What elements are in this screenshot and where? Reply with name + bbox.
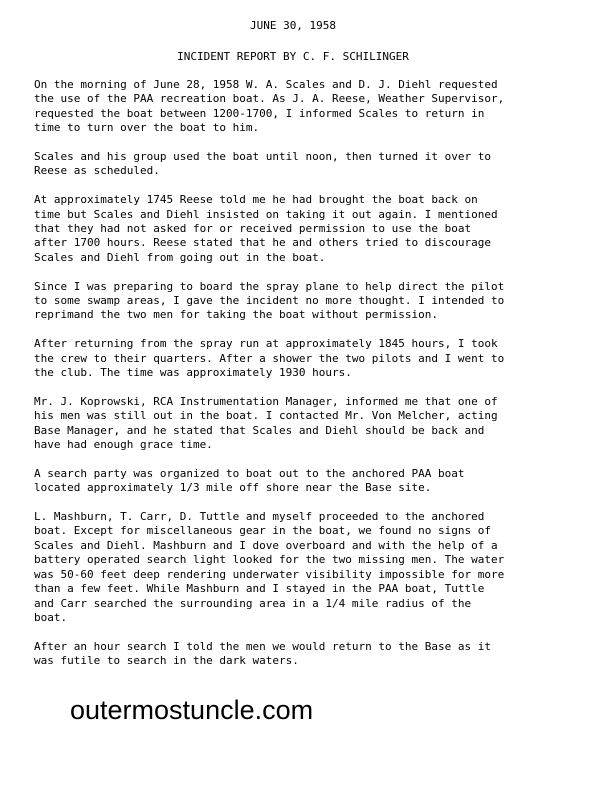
report-date: JUNE 30, 1958	[249, 19, 337, 32]
paragraph-8: L. Mashburn, T. Carr, D. Tuttle and myself proceeded to the anchored boat. Except for miscellaneous gear in the boat, we found no signs of Scales and Diehl. Mashburn and I dove overboard and with the help of a battery operated search light looked for the two missing men. The water was 50-60 feet deep rendering underwater visibility impossible for more than a few feet. While Mashburn and I stayed in the PAA boat, Tuttle and Carr searched the surrounding area in a 1/4 mile radius of the boat.	[34, 510, 505, 624]
report-body	[34, 78, 594, 683]
paragraph-5: After returning from the spray run at approximately 1845 hours, I took the crew to their quarters. After a shower the two pilots and I went to the club. The time was approximately 1930 hours.	[34, 337, 505, 380]
watermark-text: outermostuncle.com	[70, 695, 314, 725]
paragraph-7: A search party was organized to boat out to the anchored PAA boat located approximately 1/3 mile off shore near the Base site.	[34, 466, 465, 495]
paragraph-4: Since I was preparing to board the spray plane to help direct the pilot to some swamp areas, I gave the incident no more thought. I intended to reprimand the two men for taking the boat without permission.	[34, 279, 505, 322]
paragraph-9: After an hour search I told the men we would return to the Base as it was futile to search in the dark waters.	[34, 639, 491, 668]
paragraph-2: Scales and his group used the boat until noon, then turned it over to Reese as scheduled.	[34, 150, 491, 178]
report-title: INCIDENT REPORT BY C. F. SCHILINGER	[177, 50, 409, 63]
paragraph-6: Mr. J. Koprowski, RCA Instrumentation Manager, informed me that one of his men was still out in the boat. I contacted Mr. Von Melcher, acting Base Manager, and he stated that Scales and Diehl should be back and have had enough grace time.	[34, 394, 498, 452]
paragraph-1: On the morning of June 28, 1958 W. A. Scales and D. J. Diehl requested the use of the PAA recreation boat. As J. A. Reese, Weather Supervisor, requested the boat between 1200-1700, I informed Scales to return in time to turn over the boat to him.	[34, 78, 505, 135]
paragraph-3: At approximately 1745 Reese told me he had brought the boat back on time but Scales and Diehl insisted on taking it out again. I mentioned that they had not asked for or received permission to use the boat after 1700 hours. Reese stated that he and others tried to discourage Scales and Diehl from going out in the boat.	[34, 193, 498, 264]
